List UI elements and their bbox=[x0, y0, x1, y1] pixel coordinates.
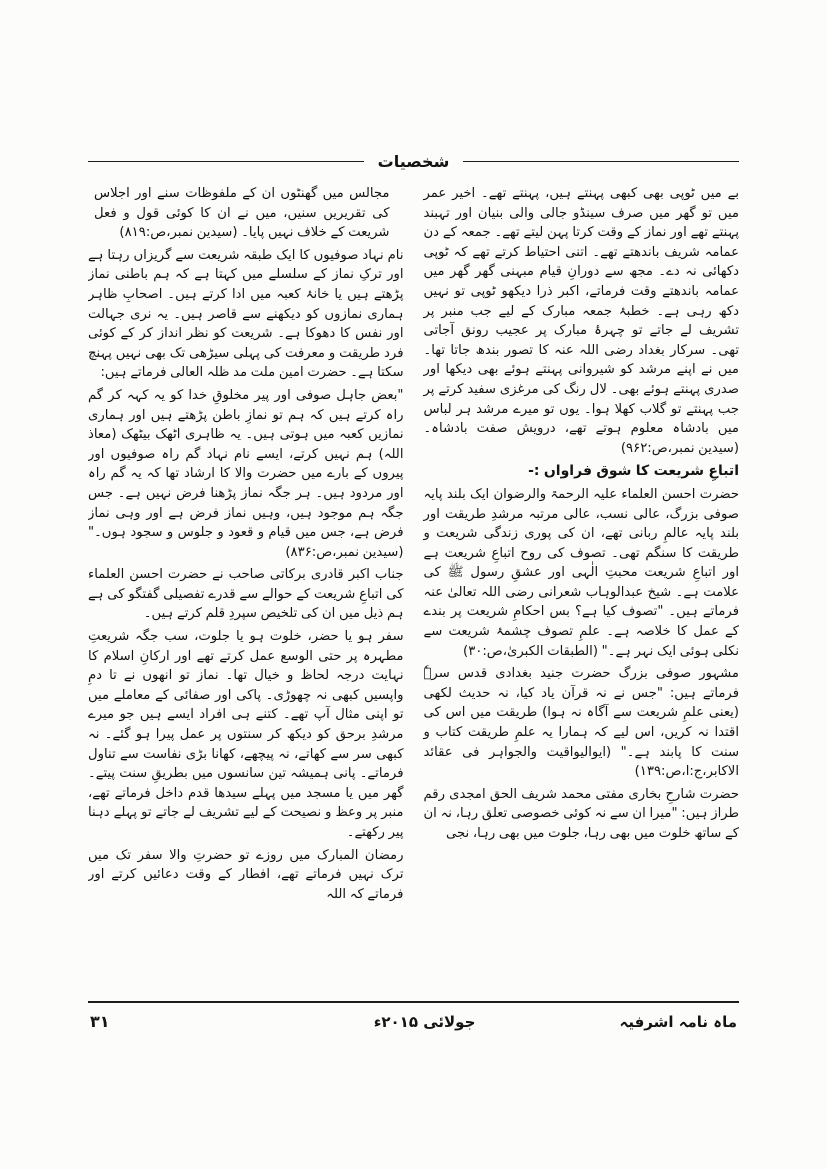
page-header-title: شخصیات bbox=[377, 152, 450, 171]
page-header bbox=[88, 152, 739, 171]
paragraph: مشہور صوفی بزرگ حضرت جنید بغدادی قدس سرہٗ فرماتے ہیں: "جس نے نہ قرآن یاد کیا، نہ حدیث لکھی (یعنی علمِ شریعت سے آگاہ نہ ہوا) طریقت میں اس کی اقتدا نہ کریں، اس لیے کہ ہمارا یہ علمِ طریقت کتاب و سنت کا پابند ہے۔" (ایوالیواقیت والجواہر فی عقائد الاکابر،ج:ا،ص:۱۳۹) bbox=[423, 666, 739, 780]
page-number: ۳۱ bbox=[90, 1011, 110, 1031]
magazine-title: ماہ نامہ اشرفیہ bbox=[619, 1012, 737, 1031]
footer-row bbox=[88, 1012, 739, 1031]
quote-paragraph: "بعض جاہل صوفی اور پیر مخلوقِ خدا کو یہ کہہ کر گم راہ کرتے ہیں کہ ہم تو نمازِ باطن پڑھتے ہیں اور ہماری نمازیں کعبہ میں ہوتی ہیں۔ یہ ظاہری اٹھک بیٹھک (معاذ اللہ) ہم نہیں کرتے، ایسے نام نہاد گم راہ صوفیوں اور پیروں کے بارے میں حضرت والا کا ارشاد تھا کہ یہ گم راہ اور مردود ہیں۔ ہر جگہ نماز پڑھنا فرض نہیں ہے۔ جس جگہ ہم موجود ہیں، وہیں نماز فرض ہے اور وہی نماز فرض ہے، جس میں قیام و قعود و جلوس و سجود ہوں۔" (سیدین نمبر،ص:۸۳۶) bbox=[88, 387, 404, 560]
left-column bbox=[88, 184, 404, 994]
paragraph: حضرت احسن العلماء علیہ الرحمۃ والرضوان ایک بلند پایہ صوفی بزرگ، عالی نسب، عالی مرتبہ مرشدِ طریقت اور بلند پایہ عالمِ ربانی تھے، ان کی پوری زندگی شریعت و طریقت کا سنگم تھی۔ تصوف کی روح اتباعِ شریعت ہے اور اتباعِ شریعت محبتِ الٰہی اور عشقِ رسول ﷺ کی علامت ہے۔ شیخ عبدالوہاب شعرانی رضی اللہ تعالیٰ عنہ فرماتے ہیں۔ "تصوف کیا ہے؟ بس احکامِ شریعت پر بندے کے عمل کا خلاصہ ہے۔ علمِ تصوف چشمۂ شریعت سے نکلی ہوئی ایک نہر ہے۔" (الطبقات الکبریٰ،ص:۳۰) bbox=[423, 486, 739, 659]
page-footer bbox=[88, 1001, 739, 1031]
quote-paragraph: مجالس میں گھنٹوں ان کے ملفوظات سنے اور اجلاس کی تقریریں سنیں، میں نے ان کا کوئی قول و فعل شریعت کے خلاف نہیں پایا۔ (سیدین نمبر،ص:۸۱۹) bbox=[94, 186, 390, 241]
issue-date: جولائی ۲۰۱۵ء bbox=[373, 1012, 476, 1031]
paragraph: بے میں ٹوپی بھی کبھی پہنتے ہیں، پہنتے تھے۔ اخیر عمر میں تو گھر میں صرف سینڈو جالی والی بنیان اور تہبند پہنتے تھے اور نماز کے وقت کرتا پہن لیتے تھے۔ جمعہ کے دن عمامہ شریف باندھتے تھے۔ اتنی احتیاط کرتے تھے کہ ٹوپی دکھائی نہ دے۔ مجھ سے دورانِ قیام مبہنی گھر گھر میں عمامہ باندھتے وقت فرماتے، اکبر ذرا دیکھو ٹوپی تو نہیں دکھ رہی ہے۔ خطبۂ جمعہ مبارک کے لیے جب منبر پر تشریف لے جاتے تو چہرۂ مبارک پر عجیب رونق آجاتی تھی۔ سرکار بغداد رضی اللہ عنہ کا تصور بندھ جاتا تھا۔ میں نے اپنے مرشد کو شیروانی پہنتے ہوئے بھی دیکھا اور صدری پہنتے ہوئے بھی۔ لال رنگ کی مرغزی سفید کرتے پر جب پہنتے تو گلاب کھلا ہوا۔ یوں تو میرے مرشد ہر لباس میں بادشاہ معلوم ہوتے تھے، درویش صفت بادشاہ۔ (سیدین نمبر،ص:۹۶۲) bbox=[423, 186, 739, 456]
header-rule-left bbox=[88, 161, 364, 163]
section-heading: اتباعِ شریعت کا شوق فراواں :- bbox=[528, 463, 739, 480]
paragraph: سفر ہو یا حضر، خلوت ہو یا جلوت، سب جگہ شریعتِ مطہرہ پر حتی الوسع عمل کرتے تھے اور ارکانِ اسلام کا نہایت درجہ لحاظ و خیال تھا۔ نماز تو انھوں نے تا دمِ واپسیں کبھی نہ چھوڑی۔ پاکی اور صفائی کے معاملے میں تو اپنی مثال آپ تھے۔ کتنے ہی افراد ایسے ہیں جو میرے مرشدِ برحق کو دیکھ کر سنتوں پر عمل پیرا ہو گئے۔ نہ کبھی سر سے کھاتے، نہ پیچھے، کھانا بڑی نفاست سے تناول فرماتے۔ پانی ہمیشہ تین سانسوں میں بطریقِ سنت پیتے۔ گھر میں یا مسجد میں پہلے سیدھا قدم داخل فرماتے تھے، منبر پر وعظ و نصیحت کے لیے تشریف لے جاتے تو پہلے دہنا پیر رکھتے۔ bbox=[88, 629, 404, 840]
paragraph: نام نہاد صوفیوں کا ایک طبقہ شریعت سے گریزاں رہتا ہے اور ترکِ نماز کے سلسلے میں کہتا ہے کہ ہم باطنی نماز پڑھتے ہیں یا خانۂ کعبہ میں ادا کرتے ہیں۔ اصحابِ ظاہر ہماری نمازوں کو دیکھنے سے قاصر ہیں۔ یہ نری جہالت اور نفس کا دھوکا ہے۔ شریعت کو نظر انداز کر کے کوئی فرد طریقت و معرفت کی پہلی سیڑھی تک بھی نہیں پہنچ سکتا ہے۔ حضرت امین ملت مد ظلہ العالی فرماتے ہیں: bbox=[88, 247, 404, 381]
paragraph: جناب اکبر قادری برکاتی صاحب نے حضرت احسن العلماء کی اتباعِ شریعت کے حوالے سے قدرے تفصیلی گفتگو کی ہے ہم ذیل میں ان کی تلخیص سپردِ قلم کرتے ہیں۔ bbox=[88, 567, 404, 622]
paragraph: رمضان المبارک میں روزے تو حضرتِ والا سفر تک میں ترک نہیں فرماتے تھے، افطار کے وقت دعائیں کرتے اور فرماتے کہ اللہ bbox=[88, 847, 404, 902]
footer-rule bbox=[88, 1001, 739, 1003]
header-rule-right bbox=[463, 161, 739, 163]
text-columns bbox=[88, 184, 739, 994]
paragraph: حضرت شارحِ بخاری مفتی محمد شریف الحق امجدی رقم طراز ہیں: "میرا ان سے نہ کوئی خصوصی تعلق رہا، نہ ان کے ساتھ خلوت میں بھی رہا، جلوت میں بھی رہا، نجی bbox=[423, 786, 739, 841]
right-column bbox=[424, 184, 740, 994]
